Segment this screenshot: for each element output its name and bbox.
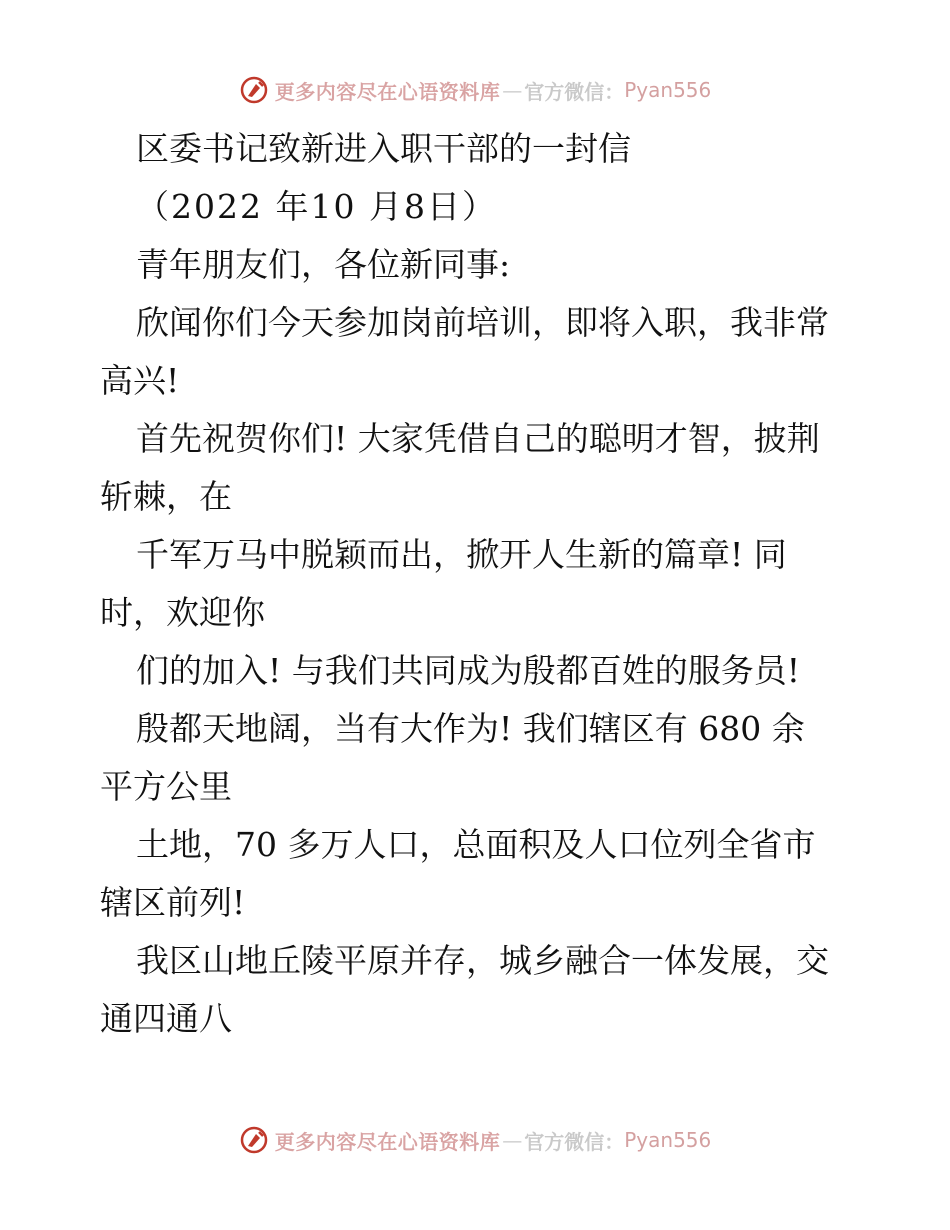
pen-nib-circle-icon [239,1125,269,1155]
paragraph-line: 平方公里 [100,767,232,806]
watermark-wechat-id: Pyan556 [624,78,712,102]
paragraph-line: 殷都天地阔，当有大作为! 我们辖区有 680 余 [136,709,805,748]
watermark-wechat-label: 官方微信： [524,79,625,104]
paragraph-line: 斩棘，在 [100,477,232,516]
paragraph-line: 辖区前列! [100,883,246,922]
paragraph-line: 们的加入! 与我们共同成为殷都百姓的服务员! [136,651,801,690]
paragraph-line: 通四通八 [100,999,232,1038]
paragraph-line: 我区山地丘陵平原并存，城乡融合一体发展，交 [136,941,829,980]
watermark-dash: — [502,1128,523,1152]
letter-body [100,120,850,1048]
paragraph-line: 时，欢迎你 [100,593,265,632]
footer-watermark [0,1120,950,1160]
watermark-wechat-id: Pyan556 [624,1128,712,1152]
watermark-wechat-label: 官方微信： [524,1129,625,1154]
watermark-dash: — [502,78,523,102]
header-watermark [0,70,950,110]
watermark-text: 更多内容尽在心语资料库 [274,1129,501,1154]
paragraph-line: 土地，70 多万人口，总面积及人口位列全省市 [136,825,816,864]
watermark-text: 更多内容尽在心语资料库 [274,79,501,104]
document-date: （2022 年10 月8日） [136,187,497,226]
paragraph-line: 千军万马中脱颖而出，掀开人生新的篇章! 同 [136,535,787,574]
paragraph-line: 高兴! [100,361,180,400]
document-title: 区委书记致新进入职干部的一封信 [136,129,631,168]
paragraph-line: 青年朋友们，各位新同事: [136,245,511,284]
pen-nib-circle-icon [239,75,269,105]
paragraph-line: 首先祝贺你们! 大家凭借自己的聪明才智，披荆 [136,419,820,458]
paragraph-line: 欣闻你们今天参加岗前培训，即将入职，我非常 [136,303,829,342]
